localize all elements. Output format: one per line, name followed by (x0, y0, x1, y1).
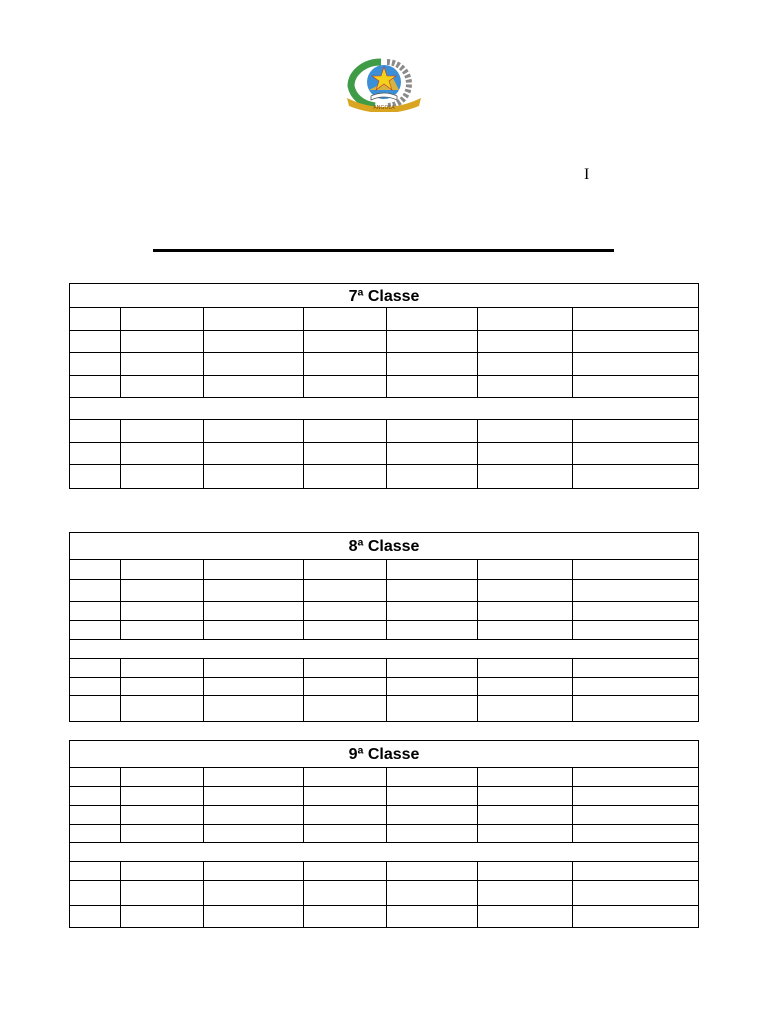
table-section-row (70, 843, 699, 862)
table-row (70, 806, 699, 825)
emblem-ribbon-text: ANGOLA (373, 105, 395, 111)
grade-9-title: 9ª Classe (70, 741, 699, 768)
table-row (70, 353, 699, 376)
table-row (70, 906, 699, 928)
table-row (70, 696, 699, 722)
table-row (70, 465, 699, 489)
table-row (70, 420, 699, 443)
table-section-row (70, 398, 699, 420)
grade-7-table (69, 283, 699, 489)
table-row (70, 602, 699, 621)
grade-8-table (69, 532, 699, 722)
table-row (70, 331, 699, 353)
table-row (70, 659, 699, 678)
grade-9-table (69, 740, 699, 928)
grade-7-title: 7ª Classe (70, 284, 699, 308)
signature-line (153, 249, 614, 252)
table-row (70, 881, 699, 906)
table-row (70, 560, 699, 580)
table-row (70, 825, 699, 843)
table-row (70, 308, 699, 331)
text-cursor: I (584, 166, 590, 183)
table-row (70, 580, 699, 602)
table-row (70, 787, 699, 806)
table-row (70, 621, 699, 640)
table-row (70, 376, 699, 398)
table-section-row (70, 640, 699, 659)
table-row (70, 443, 699, 465)
table-row (70, 768, 699, 787)
national-emblem-icon (341, 56, 427, 112)
grade-8-title: 8ª Classe (70, 533, 699, 560)
table-row (70, 862, 699, 881)
table-row (70, 678, 699, 696)
